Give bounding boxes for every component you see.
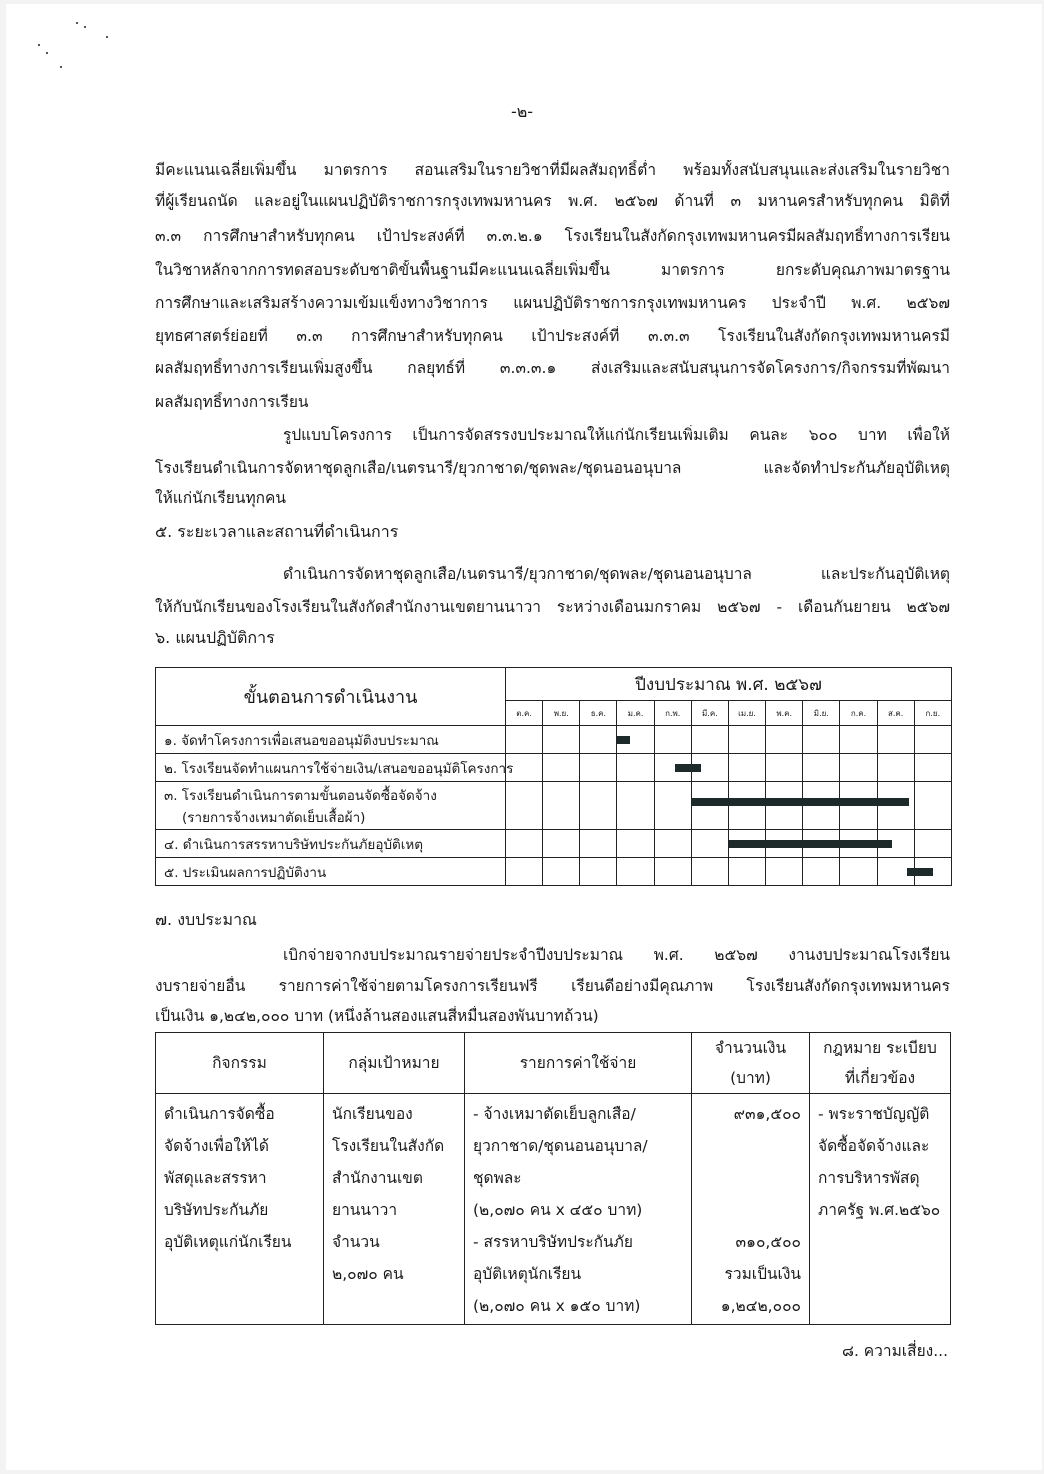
cell-activity <box>156 1094 324 1325</box>
gantt-bar <box>675 764 701 772</box>
target-line: จำนวน <box>332 1233 380 1251</box>
gantt-cell <box>766 754 803 782</box>
section5-heading: ๕. ระยะเวลาและสถานที่ดำเนินการ <box>155 522 399 541</box>
gantt-cell <box>617 754 654 782</box>
header-amount-line1: จำนวนเงิน <box>714 1039 787 1057</box>
step-label <box>156 782 506 830</box>
expenses-line: - จ้างเหมาตัดเย็บลูกเสือ/ <box>473 1105 636 1123</box>
gantt-cell <box>691 858 728 886</box>
gantt-cell <box>580 858 617 886</box>
gantt-cell <box>691 830 728 858</box>
header-target: กลุ่มเป้าหมาย <box>324 1033 465 1094</box>
amounts-line: ๑,๒๔๒,๐๐๐ <box>720 1297 801 1315</box>
page-number: -๒- <box>510 102 534 121</box>
cell-target <box>324 1094 465 1325</box>
step-label-text: ๑. จัดทำโครงการเพื่อเสนอขออนุมัติงบประมาณ <box>164 732 439 749</box>
scan-speck <box>46 52 48 54</box>
activity-line: พัสดุและสรรหา <box>164 1169 267 1187</box>
next-page-marker: ๘. ความเสี่ยง... <box>842 1342 948 1360</box>
gantt-cell <box>580 830 617 858</box>
gantt-cell <box>766 726 803 754</box>
month-header: ก.ค. <box>840 701 877 726</box>
activity-line: จัดจ้างเพื่อให้ได้ <box>164 1137 269 1155</box>
month-header: พ.ย. <box>543 701 580 726</box>
gantt-cell <box>543 830 580 858</box>
section7-line: งบรายจ่ายอื่น รายการค่าใช้จ่ายตามโครงการเรียนฟรี เรียนดีอย่างมีคุณภาพ โรงเรียนสังกัดกรุงเทพมหานคร <box>155 977 950 995</box>
gantt-cell <box>580 782 617 830</box>
gantt-cell <box>766 858 803 886</box>
gantt-cell <box>691 726 728 754</box>
budget-table <box>155 1032 951 1325</box>
paragraph-line: ผลสัมฤทธิ์ทางการเรียนเพิ่มสูงขึ้น กลยุทธ์ที่ ๓.๓.๓.๑ ส่งเสริมและสนับสนุนการจัดโครงการ/กิจกรรมที่พัฒนา <box>155 359 950 377</box>
section5-line: ให้กับนักเรียนของโรงเรียนในสังกัดสำนักงานเขตยานนาวา ระหว่างเดือนมกราคม ๒๕๖๗ - เดือนกันยายน ๒๕๖๗ <box>155 598 950 616</box>
target-line: ๒,๐๗๐ คน <box>332 1265 404 1283</box>
law-line: จัดซื้อจัดจ้างและ <box>818 1137 930 1155</box>
month-header: ก.ย. <box>914 701 951 726</box>
gantt-cell <box>654 858 691 886</box>
gantt-cell <box>877 726 914 754</box>
section6-heading: ๖. แผนปฏิบัติการ <box>155 628 275 647</box>
law-line: - พระราชบัญญัติ <box>818 1105 930 1123</box>
law-line: การบริหารพัสดุ <box>818 1169 920 1187</box>
header-expenses: รายการค่าใช้จ่าย <box>465 1033 692 1094</box>
header-amount-line2: (บาท) <box>730 1069 771 1087</box>
header-law <box>810 1033 951 1094</box>
expenses-line: อุบัติเหตุนักเรียน <box>473 1265 582 1283</box>
gantt-cell <box>617 830 654 858</box>
gantt-cell <box>506 830 543 858</box>
month-header: ส.ค. <box>877 701 914 726</box>
month-header: ธ.ค. <box>580 701 617 726</box>
year-header: ปีงบประมาณ พ.ศ. ๒๕๖๗ <box>506 668 952 701</box>
gantt-cell <box>728 858 765 886</box>
expenses-line: (๒,๐๗๐ คน x ๑๕๐ บาท) <box>473 1297 641 1315</box>
header-law-line1: กฎหมาย ระเบียบ <box>823 1039 937 1057</box>
gantt-cell <box>617 858 654 886</box>
gantt-cell <box>617 782 654 830</box>
paragraph-line: การศึกษาและเสริมสร้างความเข้มแข็งทางวิชาการ แผนปฏิบัติราชการกรุงเทพมหานคร ประจำปี พ.ศ. ๒๕๖๗ <box>155 294 950 312</box>
month-header: ม.ค. <box>617 701 654 726</box>
gantt-row <box>156 858 952 886</box>
gantt-cell <box>803 726 840 754</box>
section5-line: ดำเนินการจัดหาชุดลูกเสือ/เนตรนารี/ยุวกาชาด/ชุดพละ/ชุดนอนอนุบาล และประกันอุบัติเหตุ <box>283 565 950 583</box>
amounts-line <box>700 1162 801 1194</box>
gantt-row <box>156 726 952 754</box>
gantt-cell <box>803 754 840 782</box>
gantt-bar <box>729 840 893 848</box>
step-label-text: ๓. โรงเรียนดำเนินการตามขั้นตอนจัดซื้อจัดจ้าง <box>164 787 437 804</box>
amounts-line: ๓๑๐,๕๐๐ <box>735 1233 801 1251</box>
section7-line: เบิกจ่ายจากงบประมาณรายจ่ายประจำปีงบประมาณ พ.ศ. ๒๕๖๗ งานงบประมาณโรงเรียน <box>283 946 950 964</box>
scan-speck <box>76 22 78 24</box>
step-label <box>156 754 514 782</box>
gantt-cell <box>840 754 877 782</box>
month-header: มี.ค. <box>691 701 728 726</box>
gantt-cell <box>543 754 580 782</box>
gantt-cell <box>728 726 765 754</box>
scan-speck <box>38 44 40 46</box>
gantt-cell <box>580 754 617 782</box>
step-label-text: ๔. ดำเนินการสรรหาบริษัทประกันภัยอุบัติเหตุ <box>164 836 424 853</box>
cell-amounts <box>692 1094 810 1325</box>
gantt-cell <box>654 782 691 830</box>
month-header: ต.ค. <box>506 701 543 726</box>
cell-law <box>810 1094 951 1325</box>
section7-heading: ๗. งบประมาณ <box>155 910 257 929</box>
paragraph-line: ๓.๓ การศึกษาสำหรับทุกคน เป้าประสงค์ที่ ๓.๓.๒.๑ โรงเรียนในสังกัดกรุงเทพมหานครมีผลสัมฤทธิ์ทางการเรียน <box>155 227 950 245</box>
scan-speck <box>106 36 108 38</box>
amounts-line <box>700 1194 801 1226</box>
target-line: ยานนาวา <box>332 1201 398 1219</box>
expenses-line: - สรรหาบริษัทประกันภัย <box>473 1233 633 1251</box>
month-header: ก.พ. <box>654 701 691 726</box>
gantt-bar <box>617 736 630 744</box>
law-line: ภาครัฐ พ.ศ.๒๕๖๐ <box>818 1201 941 1219</box>
gantt-cell <box>803 858 840 886</box>
gantt-cell <box>840 726 877 754</box>
gantt-cell <box>506 782 543 830</box>
format-line: ให้แก่นักเรียนทุกคน <box>155 489 287 507</box>
gantt-bar <box>691 798 908 806</box>
gantt-cell <box>840 858 877 886</box>
gantt-cell <box>914 830 951 858</box>
format-line: โรงเรียนดำเนินการจัดหาชุดลูกเสือ/เนตรนารี/ยุวกาชาด/ชุดพละ/ชุดนอนอนุบาล และจัดทำประกันภัยอุบัติเหตุ <box>155 459 950 477</box>
paragraph-line: ที่ผู้เรียนถนัด และอยู่ในแผนปฏิบัติราชการกรุงเทพมหานคร พ.ศ. ๒๕๖๗ ด้านที่ ๓ มหานครสำหรับทุกคน มิติที่ <box>155 192 950 210</box>
amounts-line: รวมเป็นเงิน <box>724 1265 801 1283</box>
gantt-cell <box>914 782 951 830</box>
month-header: พ.ค. <box>766 701 803 726</box>
gantt-cell <box>506 726 543 754</box>
gantt-cell <box>728 754 765 782</box>
month-header: มิ.ย. <box>803 701 840 726</box>
amounts-line <box>700 1130 801 1162</box>
activity-line: บริษัทประกันภัย <box>164 1201 269 1219</box>
header-law-line2: ที่เกี่ยวข้อง <box>844 1069 916 1087</box>
step-label <box>156 726 506 754</box>
gantt-cell <box>914 754 951 782</box>
gantt-cell <box>543 782 580 830</box>
gantt-cell <box>506 858 543 886</box>
gantt-table <box>155 667 952 886</box>
cell-expenses <box>465 1094 692 1325</box>
gantt-row <box>156 754 952 782</box>
format-line: รูปแบบโครงการ เป็นการจัดสรรงบประมาณให้แก่นักเรียนเพิ่มเติม คนละ ๖๐๐ บาท เพื่อให้ <box>283 426 950 444</box>
activity-line: อุบัติเหตุแก่นักเรียน <box>164 1233 292 1251</box>
gantt-cell <box>543 726 580 754</box>
gantt-cell <box>914 726 951 754</box>
step-label <box>156 858 506 886</box>
gantt-bar <box>907 868 933 876</box>
step-header: ขั้นตอนการดำเนินงาน <box>156 668 506 726</box>
scan-speck <box>60 66 62 68</box>
paragraph-line: ในวิชาหลักจากการทดสอบระดับชาติขั้นพื้นฐานมีคะแนนเฉลี่ยเพิ่มขึ้น มาตรการ ยกระดับคุณภาพมาตรฐาน <box>155 261 950 279</box>
step-label <box>156 830 506 858</box>
expenses-line: (๒,๐๗๐ คน x ๔๕๐ บาท) <box>473 1201 643 1219</box>
target-line: สำนักงานเขต <box>332 1169 423 1187</box>
gantt-cell <box>877 754 914 782</box>
expenses-line: ยุวกาชาด/ชุดนอนอนุบาล/ <box>473 1137 648 1155</box>
step-label-text: ๕. ประเมินผลการปฏิบัติงาน <box>164 864 327 881</box>
month-header: เม.ย. <box>728 701 765 726</box>
activity-line: ดำเนินการจัดซื้อ <box>164 1105 275 1123</box>
gantt-cell <box>654 830 691 858</box>
expenses-line: ชุดพละ <box>473 1169 522 1187</box>
amounts-line: ๙๓๑,๕๐๐ <box>733 1105 801 1123</box>
gantt-cell <box>654 726 691 754</box>
header-amount <box>692 1033 810 1094</box>
gantt-cell <box>543 858 580 886</box>
target-line: โรงเรียนในสังกัด <box>332 1137 445 1155</box>
gantt-cell <box>580 726 617 754</box>
paragraph-line: ยุทธศาสตร์ย่อยที่ ๓.๓ การศึกษาสำหรับทุกคน เป้าประสงค์ที่ ๓.๓.๓ โรงเรียนในสังกัดกรุงเทพมหานครมี <box>155 327 950 345</box>
section7-line: เป็นเงิน ๑,๒๔๒,๐๐๐ บาท (หนึ่งล้านสองแสนสี่หมื่นสองพันบาทถ้วน) <box>155 1007 599 1025</box>
target-line: นักเรียนของ <box>332 1105 413 1123</box>
header-activity: กิจกรรม <box>156 1033 324 1094</box>
paragraph-line: ผลสัมฤทธิ์ทางการเรียน <box>155 393 309 411</box>
scan-speck <box>84 26 86 28</box>
step-label-text-2: (รายการจ้างเหมาตัดเย็บเสื้อผ้า) <box>182 809 366 826</box>
paragraph-line: มีคะแนนเฉลี่ยเพิ่มขึ้น มาตรการ สอนเสริมในรายวิชาที่มีผลสัมฤทธิ์ต่ำ พร้อมทั้งสนับสนุนและส่งเสริมในรายวิชา <box>155 161 950 179</box>
step-label-text: ๒. โรงเรียนจัดทำแผนการใช้จ่ายเงิน/เสนอขออนุมัติโครงการ <box>164 760 514 777</box>
